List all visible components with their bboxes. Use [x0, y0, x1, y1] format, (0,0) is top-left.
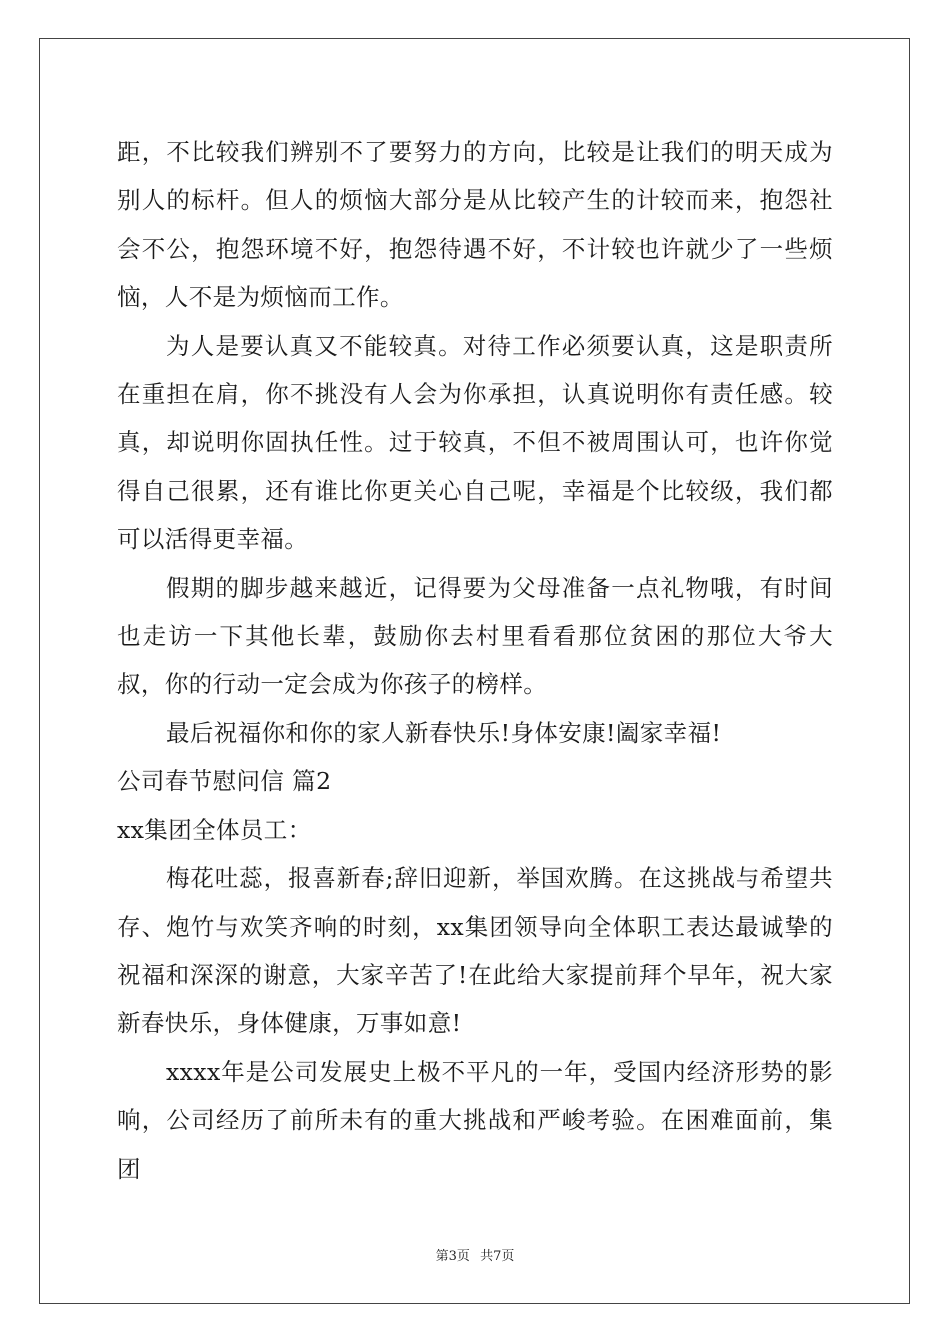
- paragraph-5: 梅花吐蕊，报喜新春;辞旧迎新，举国欢腾。在这挑战与希望共存、炮竹与欢笑齐响的时刻，xx集团领导向全体职工表达最诚挚的祝福和深深的谢意，大家辛苦了!在此给大家提前拜个早年，祝大家新春快乐，身体健康，万事如意!: [117, 864, 833, 1038]
- paragraph-1: 距，不比较我们辨别不了要努力的方向，比较是让我们的明天成为别人的标杆。但人的烦恼大部分是从比较产生的计较而来，抱怨社会不公，抱怨环境不好，抱怨待遇不好，不计较也许就少了一些烦恼，人不是为烦恼而工作。: [117, 138, 833, 312]
- paragraph-2: 为人是要认真又不能较真。对待工作必须要认真，这是职责所在重担在肩，你不挑没有人会为你承担，认真说明你有责任感。较真，却说明你固执任性。过于较真，不但不被周围认可，也许你觉得自己很累，还有谁比你更关心自己呢，幸福是个比较级，我们都可以活得更幸福。: [117, 331, 833, 554]
- page-number: 第3页: [435, 1249, 470, 1264]
- salutation: xx集团全体员工：: [117, 815, 312, 844]
- page-footer: [0, 1245, 950, 1264]
- page-total: 共7页: [480, 1249, 515, 1264]
- document-body: [117, 128, 833, 1193]
- section-heading: 公司春节慰问信 篇2: [117, 767, 332, 796]
- paragraph-4: 最后祝福你和你的家人新春快乐!身体安康!阖家幸福!: [166, 718, 722, 747]
- paragraph-3: 假期的脚步越来越近，记得要为父母准备一点礼物哦，有时间也走访一下其他长辈，鼓励你去村里看看那位贫困的那位大爷大叔，你的行动一定会成为你孩子的榜样。: [117, 573, 833, 699]
- paragraph-6: xxxx年是公司发展史上极不平凡的一年，受国内经济形势的影响，公司经历了前所未有的重大挑战和严峻考验。在困难面前，集团: [117, 1057, 833, 1183]
